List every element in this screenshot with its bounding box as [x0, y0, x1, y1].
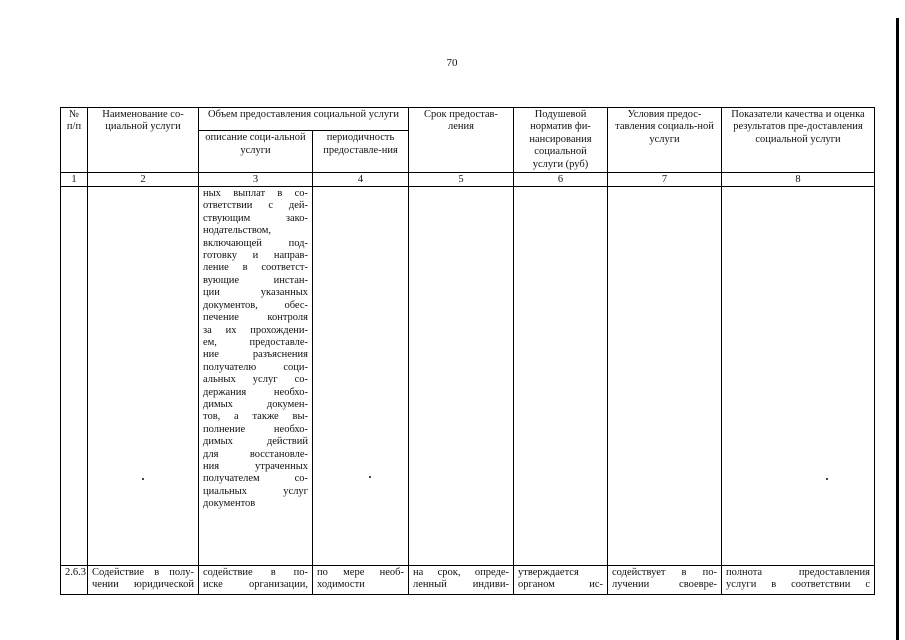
column-number: 3 — [199, 173, 313, 187]
row-number: 2.6.3 — [61, 566, 88, 595]
table-cell — [61, 187, 88, 566]
description-line: ствующим зако- — [203, 212, 308, 224]
text-line: Содействие в полу- — [92, 567, 194, 579]
service-name-cell — [88, 566, 199, 595]
description-line: вующие инстан- — [203, 274, 308, 286]
text-line: по мере необ- — [317, 567, 404, 579]
header-row-1 — [61, 108, 875, 131]
description-line: димых докумен- — [203, 398, 308, 410]
description-line: тов, а также вы- — [203, 411, 308, 423]
header-conditions: Условия предос-тавления социаль-ной услуги — [608, 108, 722, 173]
description-line: нодательством, — [203, 225, 272, 237]
description-line: полнение необхо- — [203, 423, 308, 435]
description-line: димых действий — [203, 436, 308, 448]
description-line: ответствии с дей- — [203, 200, 308, 212]
page-number: 70 — [446, 57, 458, 69]
text-line: органом ис- — [518, 579, 603, 591]
header-term: Срок предостав-ления — [409, 108, 514, 173]
text-line: лучении своевре- — [612, 579, 717, 591]
description-line: за их прохождени- — [203, 324, 308, 336]
column-number: 1 — [61, 173, 88, 187]
description-line: документов, обес- — [203, 299, 308, 311]
text-line: иске организации, — [203, 579, 308, 591]
header-quality: Показатели качества и оценка результатов пре-доставления социальной услуги — [722, 108, 875, 173]
table-cell — [409, 187, 514, 566]
table-cell — [514, 187, 608, 566]
description-line: ных выплат в со- — [203, 188, 308, 200]
page-edge-rule — [896, 18, 899, 640]
column-number: 5 — [409, 173, 514, 187]
column-number-row — [61, 173, 875, 187]
header-funding-norm: Подушевой норматив фи-нансирования социальной услуги (руб) — [514, 108, 608, 173]
table-row-2-6-3 — [61, 566, 875, 595]
description-line: получателем со- — [203, 473, 308, 485]
text-line: полнота предоставления — [726, 567, 870, 579]
column-number: 4 — [313, 173, 409, 187]
text-line: на срок, опреде- — [413, 567, 509, 579]
funding-norm-cell — [514, 566, 608, 595]
table-cell — [88, 187, 199, 566]
description-line: ление в соответст- — [203, 262, 308, 274]
description-line: держания необхо- — [203, 386, 308, 398]
description-line: для восстановле- — [203, 448, 308, 460]
description-line: альных услуг со- — [203, 374, 308, 386]
text-line: утверждается — [518, 567, 579, 579]
text-line: ходимости — [317, 579, 365, 591]
text-line: чении юридической — [92, 579, 194, 591]
column-number: 6 — [514, 173, 608, 187]
table-cell — [608, 187, 722, 566]
description-line: ем, предоставле- — [203, 336, 308, 348]
header-number: № п/п — [61, 108, 88, 173]
term-cell — [409, 566, 514, 595]
column-number: 2 — [88, 173, 199, 187]
description-line: документов — [203, 498, 256, 510]
description-continuation-cell — [199, 187, 313, 566]
description-line: получателю соци- — [203, 361, 308, 373]
social-services-table — [60, 107, 875, 595]
quality-cell — [722, 566, 875, 595]
conditions-cell — [608, 566, 722, 595]
text-line: услуги в соответствии с — [726, 579, 870, 591]
header-volume-group: Объем предоставления социальной услуги — [199, 108, 409, 131]
description-line: включающей под- — [203, 237, 308, 249]
periodicity-cell — [313, 566, 409, 595]
scan-speck — [142, 478, 144, 480]
description-line: ния утраченных — [203, 460, 308, 472]
header-periodicity: периодичность предоставле-ния — [313, 131, 409, 173]
header-service-name: Наименование со-циальной услуги — [88, 108, 199, 173]
column-number: 7 — [608, 173, 722, 187]
description-cell — [199, 566, 313, 595]
text-line: содействует в по- — [612, 567, 717, 579]
description-line: ние разъяснения — [203, 349, 308, 361]
column-number: 8 — [722, 173, 875, 187]
description-line: готовку и направ- — [203, 250, 308, 262]
table-cell — [313, 187, 409, 566]
text-line: содействие в по- — [203, 567, 308, 579]
table-cell — [722, 187, 875, 566]
scan-speck — [826, 478, 828, 480]
table-row-continuation — [61, 187, 875, 566]
scan-speck — [369, 476, 371, 478]
description-line: ции указанных — [203, 287, 308, 299]
header-description: описание соци-альной услуги — [199, 131, 313, 173]
description-line: циальных услуг — [203, 485, 308, 497]
text-line: ленный индиви- — [413, 579, 509, 591]
description-line: печение контроля — [203, 312, 308, 324]
description-lines — [203, 188, 308, 511]
